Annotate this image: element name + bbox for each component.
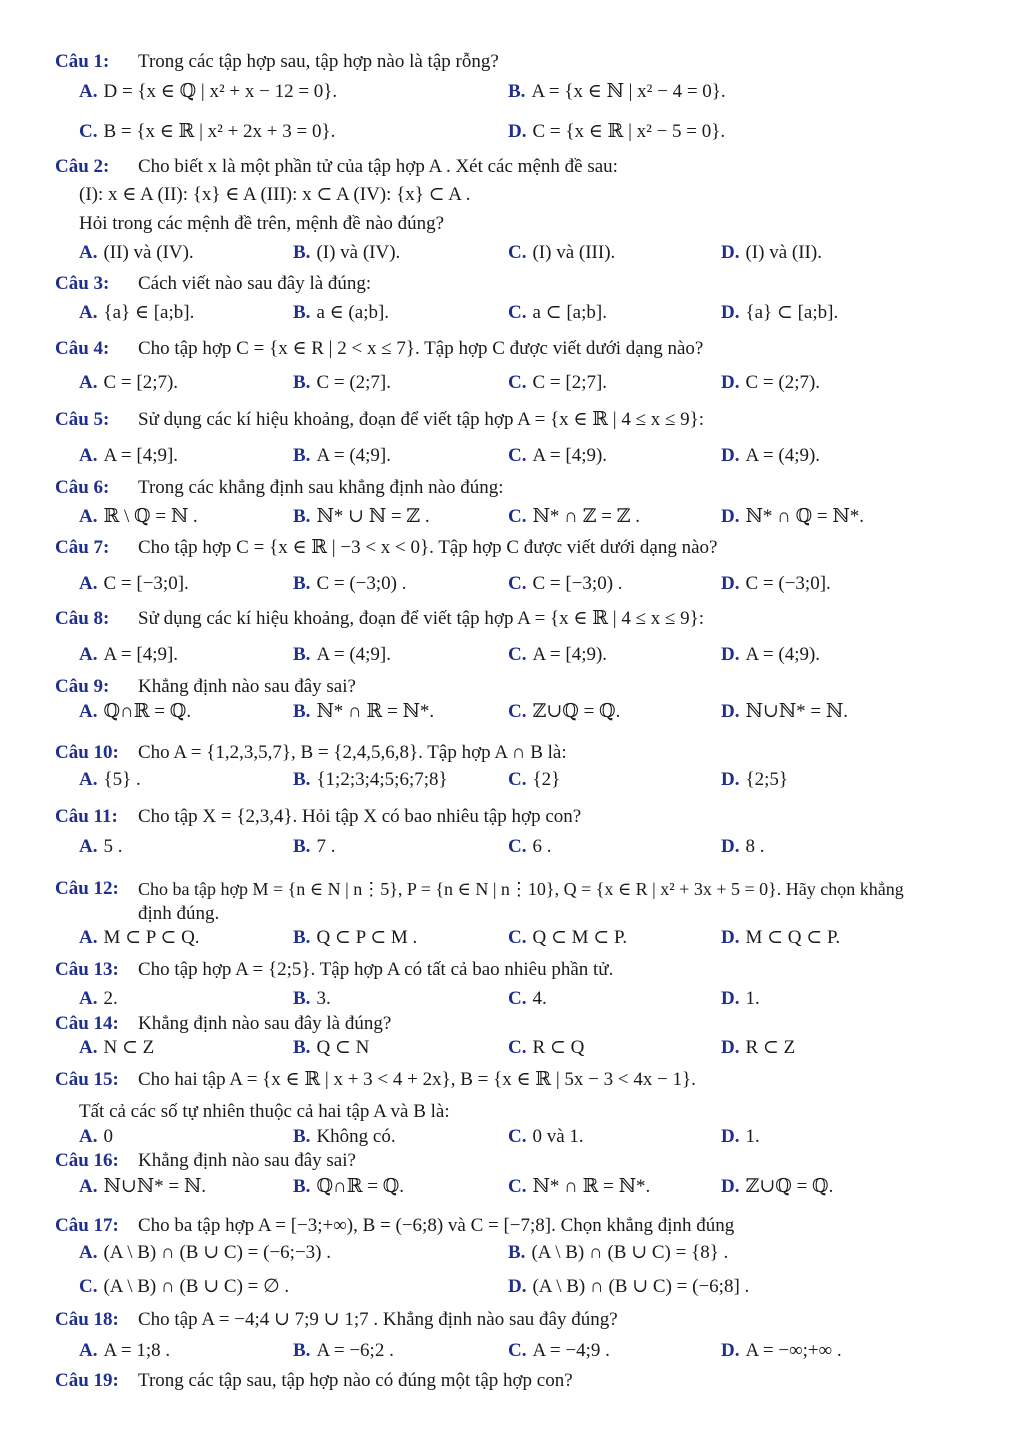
option-a[interactable]: A. 5 . [79, 836, 123, 857]
question-continuation: (I): x ∈ A (II): {x} ∈ A (III): x ⊂ A (IV): {x} ⊂ A . [79, 184, 471, 205]
option-d[interactable]: D. 8 . [721, 836, 765, 857]
option-d[interactable]: D. ℕ∪ℕ* = ℕ. [721, 701, 848, 722]
option-c[interactable]: C. (A \ B) ∩ (B ∪ C) = ∅ . [79, 1276, 290, 1297]
option-a[interactable]: A. (II) và (IV). [79, 242, 194, 263]
option-a[interactable]: A. D = {x ∈ ℚ | x² + x − 12 = 0}. [79, 81, 338, 102]
option-a[interactable]: A. {5} . [79, 769, 141, 790]
option-c[interactable]: C. 6 . [508, 836, 552, 857]
option-b[interactable]: B. 7 . [293, 836, 336, 857]
question-label: Câu 5: [55, 409, 110, 430]
question-text: Sử dụng các kí hiệu khoảng, đoạn để viết tập hợp A = {x ∈ ℝ | 4 ≤ x ≤ 9}: [138, 608, 705, 629]
question-text: Trong các tập hợp sau, tập hợp nào là tập rỗng? [138, 51, 499, 72]
question-text: Khẳng định nào sau đây sai? [138, 1150, 356, 1171]
option-b[interactable]: B. ℕ* ∪ ℕ = ℤ . [293, 506, 430, 527]
option-c[interactable]: C. 0 và 1. [508, 1126, 584, 1147]
option-a[interactable]: A. ℕ∪ℕ* = ℕ. [79, 1176, 206, 1197]
option-b[interactable]: B. ℕ* ∩ ℝ = ℕ*. [293, 701, 435, 722]
option-c[interactable]: C. ℕ* ∩ ℝ = ℕ*. [508, 1176, 651, 1197]
option-a[interactable]: A. C = [2;7). [79, 372, 179, 393]
option-b[interactable]: B. (A \ B) ∩ (B ∪ C) = {8} . [508, 1242, 729, 1263]
option-c[interactable]: C. ℕ* ∩ ℤ = ℤ . [508, 506, 641, 527]
option-a[interactable]: A. ℝ \ ℚ = ℕ . [79, 506, 198, 527]
question-label: Câu 1: [55, 51, 110, 72]
question-label: Câu 15: [55, 1069, 119, 1090]
question-text: Cho hai tập A = {x ∈ ℝ | x + 3 < 4 + 2x}, B = {x ∈ ℝ | 5x − 3 < 4x − 1}. [138, 1069, 696, 1090]
question-text: Trong các khẳng định sau khẳng định nào đúng: [138, 477, 504, 498]
option-d[interactable]: D. A = −∞;+∞ . [721, 1340, 842, 1361]
question-continuation: Tất cả các số tự nhiên thuộc cả hai tập A và B là: [79, 1101, 450, 1122]
option-d[interactable]: D. ℤ∪ℚ = ℚ. [721, 1176, 834, 1197]
option-c[interactable]: C. R ⊂ Q [508, 1037, 585, 1058]
question-label: Câu 16: [55, 1150, 119, 1171]
option-d[interactable]: D. C = (−3;0]. [721, 573, 831, 594]
option-b[interactable]: B. Không có. [293, 1126, 396, 1147]
option-b[interactable]: B. A = (4;9]. [293, 445, 392, 466]
question-label: Câu 14: [55, 1013, 119, 1034]
question-text: Cho tập hợp C = {x ∈ ℝ | −3 < x < 0}. Tập hợp C được viết dưới dạng nào? [138, 537, 718, 558]
question-text: Trong các tập sau, tập hợp nào có đúng một tập hợp con? [138, 1370, 573, 1391]
option-d[interactable]: D. 1. [721, 1126, 760, 1147]
option-b[interactable]: B. A = (4;9]. [293, 644, 392, 665]
option-d[interactable]: D. A = (4;9). [721, 445, 821, 466]
option-d[interactable]: D. M ⊂ Q ⊂ P. [721, 927, 841, 948]
option-a[interactable]: A. C = [−3;0]. [79, 573, 189, 594]
option-d[interactable]: D. (A \ B) ∩ (B ∪ C) = (−6;8] . [508, 1276, 750, 1297]
option-d[interactable]: D. A = (4;9). [721, 644, 821, 665]
option-c[interactable]: C. ℤ∪ℚ = ℚ. [508, 701, 621, 722]
option-d[interactable]: D. C = (2;7). [721, 372, 821, 393]
option-a[interactable]: A. A = [4;9]. [79, 445, 179, 466]
option-a[interactable]: A. {a} ∈ [a;b]. [79, 302, 195, 323]
option-a[interactable]: A. (A \ B) ∩ (B ∪ C) = (−6;−3) . [79, 1242, 331, 1263]
question-text: Cho biết x là một phần tử của tập hợp A . Xét các mệnh đề sau: [138, 156, 618, 177]
option-a[interactable]: A. ℚ∩ℝ = ℚ. [79, 701, 192, 722]
option-d[interactable]: D. {2;5} [721, 769, 789, 790]
question-text: Cách viết nào sau đây là đúng: [138, 273, 372, 294]
option-a[interactable]: A. 2. [79, 988, 118, 1009]
option-a[interactable]: A. M ⊂ P ⊂ Q. [79, 927, 200, 948]
question-text: Sử dụng các kí hiệu khoảng, đoạn để viết tập hợp A = {x ∈ ℝ | 4 ≤ x ≤ 9}: [138, 409, 705, 430]
option-c[interactable]: C. A = −4;9 . [508, 1340, 610, 1361]
option-b[interactable]: B. 3. [293, 988, 331, 1009]
option-c[interactable]: C. B = {x ∈ ℝ | x² + 2x + 3 = 0}. [79, 121, 336, 142]
option-d[interactable]: D. ℕ* ∩ ℚ = ℕ*. [721, 506, 864, 527]
question-continuation: Hỏi trong các mệnh đề trên, mệnh đề nào đúng? [79, 213, 445, 234]
question-text: Cho tập hợp A = {2;5}. Tập hợp A có tất cả bao nhiêu phần tử. [138, 959, 614, 980]
question-label: Câu 17: [55, 1215, 119, 1236]
option-b[interactable]: B. C = (−3;0) . [293, 573, 407, 594]
option-c[interactable]: C. {2} [508, 769, 561, 790]
option-b[interactable]: B. a ∈ (a;b]. [293, 302, 390, 323]
question-label: Câu 9: [55, 676, 110, 697]
option-a[interactable]: A. A = 1;8 . [79, 1340, 171, 1361]
question-label: Câu 6: [55, 477, 110, 498]
option-b[interactable]: B. {1;2;3;4;5;6;7;8} [293, 769, 448, 790]
question-label: Câu 7: [55, 537, 110, 558]
option-b[interactable]: B. Q ⊂ P ⊂ M . [293, 927, 418, 948]
option-b[interactable]: B. ℚ∩ℝ = ℚ. [293, 1176, 405, 1197]
option-a[interactable]: A. N ⊂ Z [79, 1037, 155, 1058]
question-label: Câu 19: [55, 1370, 119, 1391]
question-text: Cho ba tập hợp M = {n ∈ N | n⋮5}, P = {n ∈ N | n⋮10}, Q = {x ∈ R | x² + 3x + 5 = 0}. Hãy chọn khẳng [138, 879, 904, 899]
option-d[interactable]: D. 1. [721, 988, 760, 1009]
question-text: Cho ba tập hợp A = [−3;+∞), B = (−6;8) và C = [−7;8]. Chọn khẳng định đúng [138, 1215, 735, 1236]
option-b[interactable]: B. C = (2;7]. [293, 372, 392, 393]
question-text: Cho tập A = −4;4 ∪ 7;9 ∪ 1;7 . Khẳng định nào sau đây đúng? [138, 1309, 618, 1330]
option-d[interactable]: D. {a} ⊂ [a;b]. [721, 302, 839, 323]
option-c[interactable]: C. A = [4;9). [508, 445, 608, 466]
option-a[interactable]: A. 0 [79, 1126, 113, 1147]
option-d[interactable]: D. C = {x ∈ ℝ | x² − 5 = 0}. [508, 121, 726, 142]
option-d[interactable]: D. R ⊂ Z [721, 1037, 796, 1058]
question-label: Câu 10: [55, 742, 119, 763]
question-label: Câu 8: [55, 608, 110, 629]
question-text: Khẳng định nào sau đây là đúng? [138, 1013, 392, 1034]
option-b[interactable]: B. (I) và (IV). [293, 242, 401, 263]
question-text: Cho tập X = {2,3,4}. Hỏi tập X có bao nhiêu tập hợp con? [138, 806, 582, 827]
option-c[interactable]: C. C = [2;7]. [508, 372, 608, 393]
option-c[interactable]: C. a ⊂ [a;b]. [508, 302, 607, 323]
option-a[interactable]: A. A = [4;9]. [79, 644, 179, 665]
question-label: Câu 11: [55, 806, 118, 827]
option-d[interactable]: D. (I) và (II). [721, 242, 822, 263]
question-label: Câu 12: [55, 878, 119, 899]
option-c[interactable]: C. (I) và (III). [508, 242, 616, 263]
question-text: Cho A = {1,2,3,5,7}, B = {2,4,5,6,8}. Tập hợp A ∩ B là: [138, 742, 567, 763]
option-b[interactable]: B. A = {x ∈ ℕ | x² − 4 = 0}. [508, 81, 726, 102]
question-continuation: định đúng. [138, 903, 220, 924]
question-text: Cho tập hợp C = {x ∈ R | 2 < x ≤ 7}. Tập hợp C được viết dưới dạng nào? [138, 338, 704, 359]
question-label: Câu 2: [55, 156, 110, 177]
option-b[interactable]: B. A = −6;2 . [293, 1340, 394, 1361]
question-label: Câu 3: [55, 273, 110, 294]
option-c[interactable]: C. 4. [508, 988, 547, 1009]
option-c[interactable]: C. Q ⊂ M ⊂ P. [508, 927, 628, 948]
option-c[interactable]: C. C = [−3;0) . [508, 573, 623, 594]
question-label: Câu 13: [55, 959, 119, 980]
question-text: Khẳng định nào sau đây sai? [138, 676, 356, 697]
option-c[interactable]: C. A = [4;9). [508, 644, 608, 665]
question-label: Câu 18: [55, 1309, 119, 1330]
question-label: Câu 4: [55, 338, 110, 359]
option-b[interactable]: B. Q ⊂ N [293, 1037, 370, 1058]
